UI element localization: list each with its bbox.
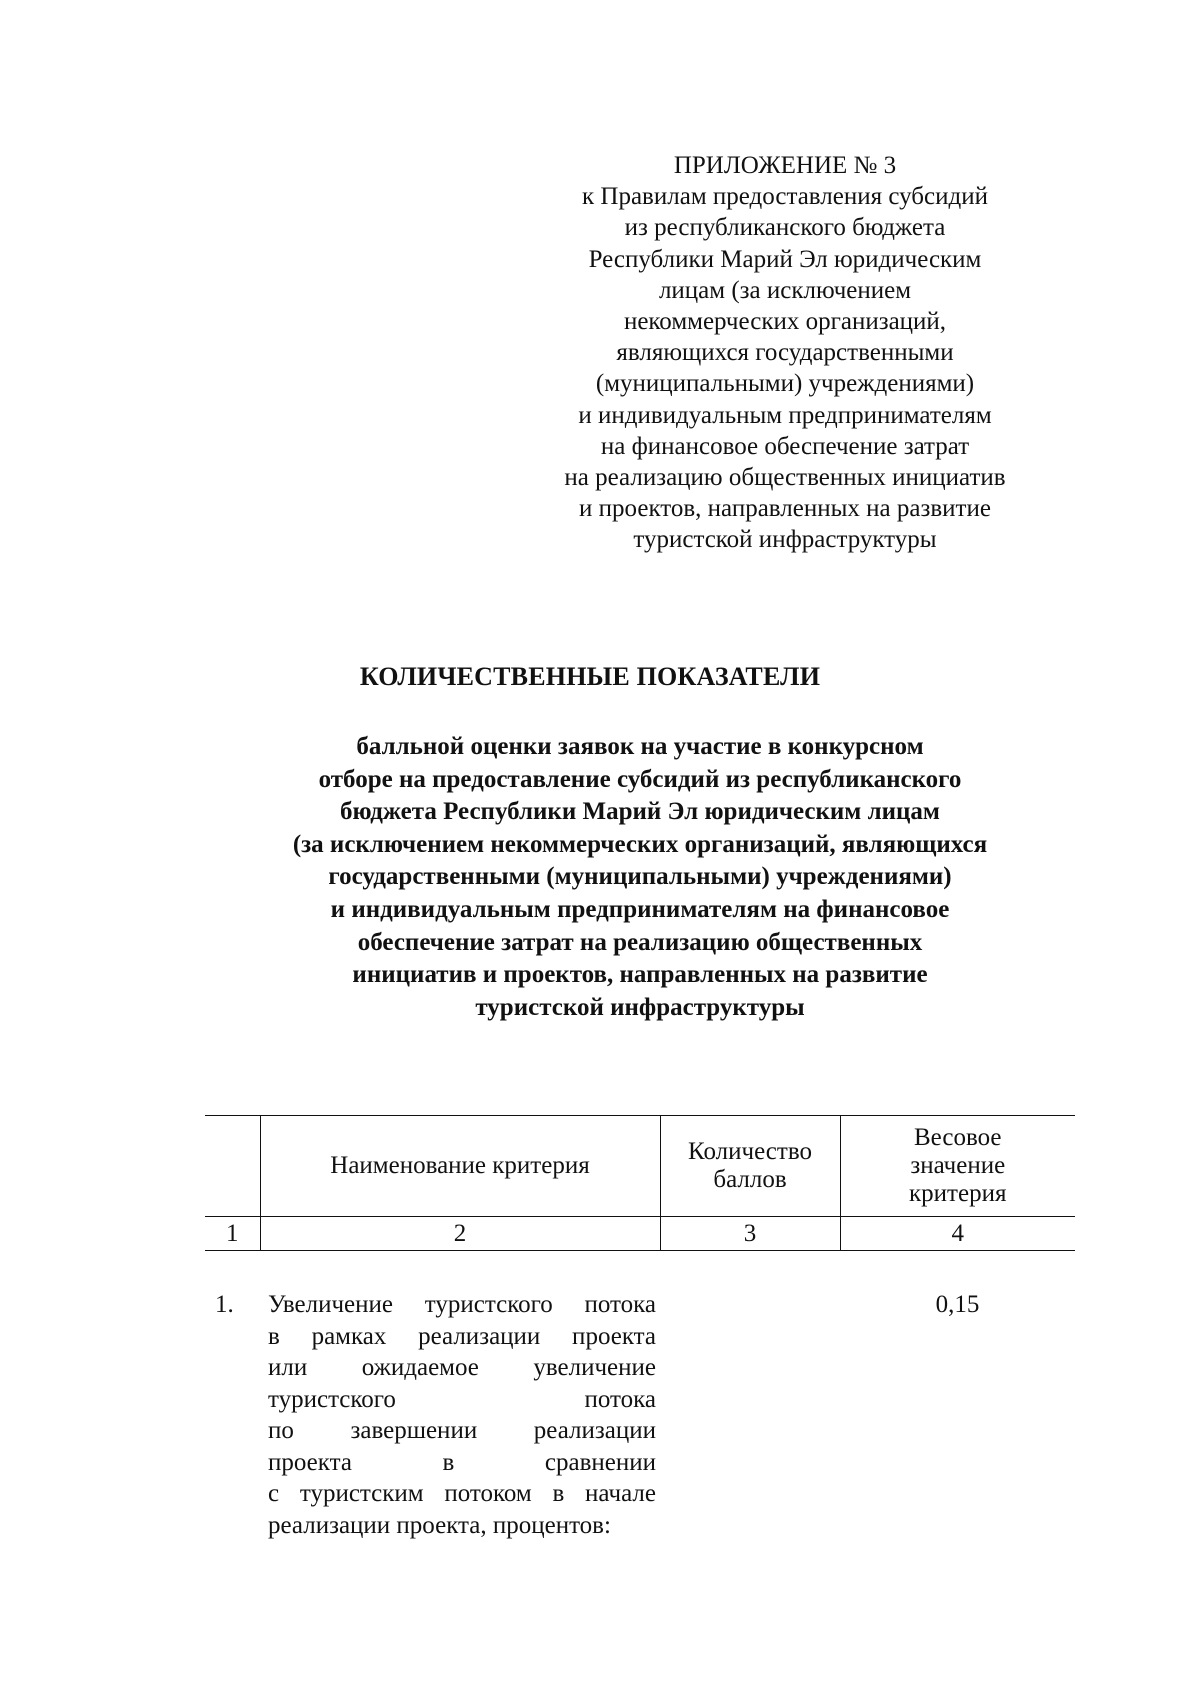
document-subtitle — [200, 731, 1080, 1024]
points-cell — [660, 1289, 840, 1541]
table-spacer — [205, 1251, 1075, 1290]
header-criterion-name: Наименование критерия — [260, 1116, 660, 1217]
column-numbers-row — [205, 1217, 1075, 1251]
header-weight-line1: Весовое — [913, 1124, 1002, 1151]
subtitle-line: (за исключением некоммерческих организаций, являющихся — [292, 830, 988, 858]
subtitle-line: и индивидуальным предпринимателям на финансовое — [330, 895, 950, 923]
criterion-line: или ожидаемое увеличение — [268, 1354, 656, 1381]
appendix-line: к Правилам предоставления субсидий — [582, 183, 988, 211]
subtitle-line: инициатив и проектов, направленных на развитие — [352, 961, 928, 989]
criterion-line: Увеличение туристского потока — [268, 1291, 656, 1318]
criterion-line: с туристским потоком в начале — [268, 1480, 656, 1507]
subtitle-line: отборе на предоставление субсидий из республиканского — [318, 765, 962, 793]
appendix-line: на финансовое обеспечение затрат — [600, 432, 970, 460]
column-number: 4 — [840, 1217, 1075, 1251]
header-points — [660, 1116, 840, 1217]
header-weight — [840, 1116, 1075, 1217]
subtitle-line: государственными (муниципальными) учреждениями) — [328, 863, 952, 891]
header-number — [205, 1116, 260, 1217]
table-row — [205, 1289, 1075, 1541]
criterion-text — [260, 1289, 660, 1541]
criterion-line: в рамках реализации проекта — [268, 1322, 656, 1350]
subtitle-line: балльной оценки заявок на участие в конкурсном — [356, 733, 924, 760]
table-header-row — [205, 1116, 1075, 1217]
criterion-line: по завершении реализации — [268, 1417, 656, 1444]
column-number: 2 — [260, 1217, 660, 1251]
appendix-block — [555, 150, 1015, 556]
criterion-line: реализации проекта, процентов: — [268, 1511, 611, 1539]
document-title: КОЛИЧЕСТВЕННЫЕ ПОКАЗАТЕЛИ — [359, 662, 821, 691]
appendix-line: на реализацию общественных инициатив — [564, 464, 1006, 492]
header-weight-line3: критерия — [909, 1180, 1007, 1207]
header-points-line2: баллов — [713, 1166, 787, 1193]
appendix-line: и индивидуальным предпринимателям — [578, 401, 992, 429]
header-weight-line2: значение — [910, 1152, 1006, 1179]
subtitle-line: бюджета Республики Марий Эл юридическим лицам — [340, 798, 940, 826]
appendix-line: являющихся государственными — [616, 339, 954, 367]
appendix-line: туристской инфраструктуры — [633, 526, 937, 554]
criteria-table — [205, 1115, 1075, 1541]
appendix-line: из республиканского бюджета — [624, 214, 946, 242]
subtitle-line: туристской инфраструктуры — [475, 993, 805, 1021]
appendix-line: и проектов, направленных на развитие — [579, 495, 991, 523]
appendix-title: ПРИЛОЖЕНИЕ № 3 — [673, 152, 897, 179]
subtitle-line: обеспечение затрат на реализацию общественных — [357, 928, 923, 956]
criterion-line: туристского потока — [268, 1385, 656, 1413]
column-number: 1 — [205, 1217, 260, 1251]
appendix-line: Республики Марий Эл юридическим — [588, 245, 982, 273]
appendix-line: (муниципальными) учреждениями) — [595, 370, 975, 398]
criterion-line: проекта в сравнении — [268, 1448, 656, 1476]
column-number: 3 — [660, 1217, 840, 1251]
appendix-line: лицам (за исключением — [658, 276, 912, 304]
appendix-line: некоммерческих организаций, — [623, 308, 947, 336]
weight-value: 0,15 — [935, 1291, 980, 1318]
header-points-line1: Количество — [688, 1138, 812, 1165]
row-number: 1. — [215, 1291, 234, 1318]
